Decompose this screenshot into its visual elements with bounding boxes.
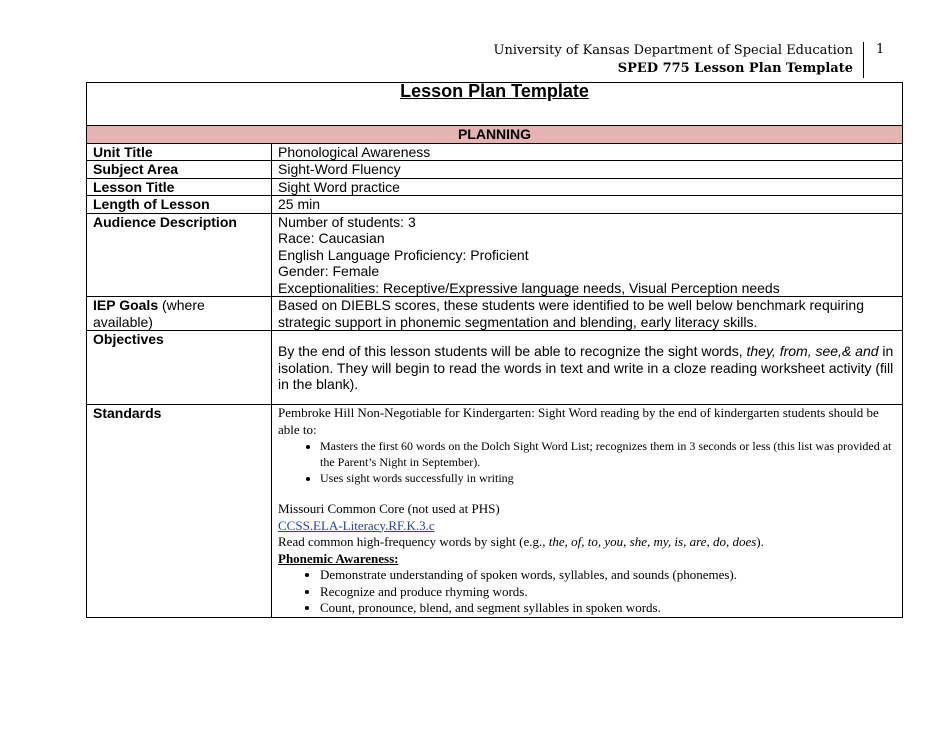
- planning-section-row: [87, 126, 903, 144]
- page-number: 1: [876, 42, 885, 57]
- table-row: [87, 297, 903, 331]
- subject-area-value: Sight-Word Fluency: [272, 161, 903, 179]
- phonemic-list: [278, 567, 896, 617]
- table-row: [87, 405, 903, 618]
- read-standard-text: Read common high-frequency words by sight (e.g.,: [278, 534, 549, 549]
- iep-goals-label: [87, 297, 272, 331]
- ccss-link[interactable]: CCSS.ELA-Literacy.RF.K.3.c: [278, 517, 435, 533]
- objectives-text-rest: in isolation. They will begin to read the words in text and write in a cloze reading worksheet activity (fill in the blank).: [278, 343, 894, 392]
- standards-value: [272, 405, 903, 618]
- iep-goals-value: Based on DIEBLS scores, these students were identified to be well below benchmark requiring strategic support in phonemic segmentation and blending, early literacy skills.: [272, 297, 903, 331]
- list-item: • Masters the first 60 words on the Dolch Sight Word List; recognizes them in 3 seconds or less (this list was provided at the Parent’s Night in September).: [320, 438, 896, 470]
- list-item: • Demonstrate understanding of spoken words, syllables, and sounds (phonemes).: [320, 567, 896, 584]
- table-row: [87, 178, 903, 196]
- audience-line: English Language Proficiency: Proficient: [278, 246, 529, 263]
- standards-list: [278, 438, 896, 486]
- audience-line: Gender: Female: [278, 263, 380, 279]
- objectives-sight-words: they, from, see,& and: [746, 343, 879, 359]
- audience-value: [272, 213, 903, 297]
- document-title: Lesson Plan Template: [400, 81, 589, 101]
- objectives-value: [272, 331, 903, 405]
- standards-label: Standards: [87, 405, 272, 618]
- read-standard-words: the, of, to, you, she, my, is, are, do, does: [548, 534, 757, 549]
- table-row: [87, 196, 903, 214]
- table-row: [87, 213, 903, 297]
- unit-title-label: Unit Title: [87, 143, 272, 161]
- list-item: • Uses sight words successfully in writing: [320, 470, 896, 486]
- list-item: • Recognize and produce rhyming words.: [320, 584, 896, 601]
- length-label: Length of Lesson: [87, 196, 272, 214]
- page-header: [494, 42, 864, 78]
- lesson-title-label: Lesson Title: [87, 178, 272, 196]
- table-row: [87, 161, 903, 179]
- planning-heading: PLANNING: [87, 126, 903, 144]
- header-course: SPED 775 Lesson Plan Template: [617, 61, 853, 76]
- lesson-plan-table: [86, 82, 903, 618]
- unit-title-value: Phonological Awareness: [272, 143, 903, 161]
- list-item: • Count, pronounce, blend, and segment syllables in spoken words.: [320, 600, 896, 617]
- iep-goals-label-bold: IEP Goals: [93, 297, 159, 313]
- title-row: [87, 83, 903, 126]
- objectives-label: Objectives: [87, 331, 272, 405]
- read-standard: [278, 534, 896, 551]
- phonemic-heading: Phonemic Awareness:: [278, 550, 399, 566]
- audience-line: Exceptionalities: Receptive/Expressive language needs, Visual Perception needs: [278, 279, 780, 296]
- audience-line: Number of students: 3: [278, 213, 416, 230]
- length-value: 25 min: [272, 196, 903, 214]
- read-standard-end: ).: [756, 534, 764, 549]
- audience-label: Audience Description: [87, 213, 272, 297]
- subject-area-label: Subject Area: [87, 161, 272, 179]
- standards-intro: Pembroke Hill Non-Negotiable for Kindergarten: Sight Word reading by the end of kindergarten students should be able to:: [278, 405, 879, 437]
- table-row: [87, 331, 903, 405]
- header-university: University of Kansas Department of Special Education: [493, 43, 853, 58]
- objectives-text: By the end of this lesson students will be able to recognize the sight words,: [278, 343, 747, 359]
- audience-line: Race: Caucasian: [278, 230, 385, 246]
- table-row: [87, 143, 903, 161]
- iep-goals-label-note: (where available): [93, 297, 205, 330]
- missouri-standards: Missouri Common Core (not used at PHS): [278, 501, 500, 516]
- lesson-title-value: Sight Word practice: [272, 178, 903, 196]
